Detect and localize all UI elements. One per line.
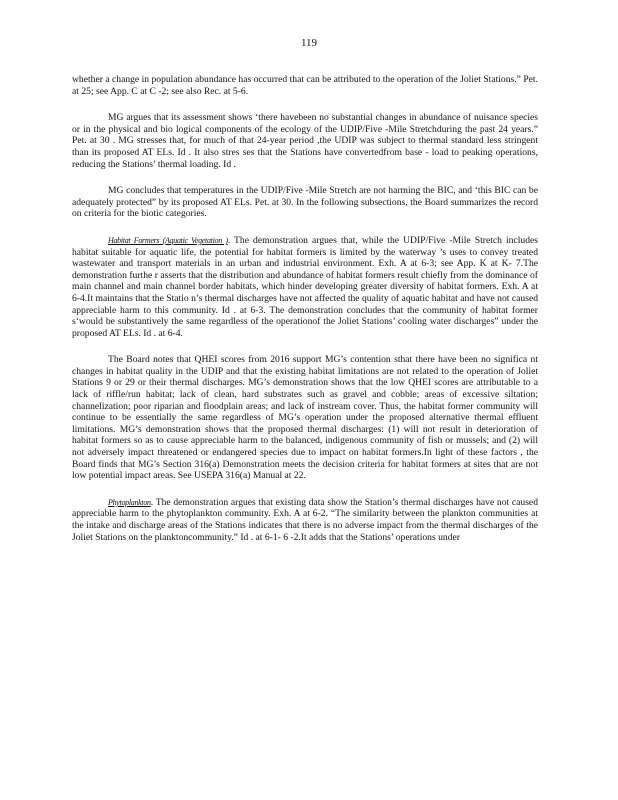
paragraph-mg-argues: MG argues that its assessment shows ‘there havebeen no substantial changes in abundance of nuisance species or in the physical and bio logical components of the ecology of the UDIP/Five -Mile Stretchduring the past 24 years.” Pet. at 30 . MG stresses that, for much of that 24-year period ,the UDIP was subject to thermal standard less stringent than its proposed AT ELs. Id . It also stres ses that the Stations have convertedfrom base - load to peaking operations, reducing the Stations’ thermal loading. Id .	[72, 112, 538, 170]
heading-habitat-formers: Habitat Formers (Aquatic Vegetation )	[108, 235, 228, 245]
page-number: 119	[300, 37, 318, 49]
heading-phytoplankton: Phytoplankton	[108, 497, 151, 507]
section-phytoplankton: Phytoplankton. The demonstration argues that existing data show the Station’s thermal discharges have not caused appreciable harm to the phytoplankton community. Exh. A at 6-2. “The similarity between the plankton communities at the intake and discharge areas of the Stations indicates that there is no adverse impact from the thermal discharges of the Joliet Stations on the planktoncommunity.” Id . at 6-1- 6 -2.It adds that the Stations’ operations under	[72, 496, 538, 543]
section-habitat-formers: Habitat Formers (Aquatic Vegetation ). The demonstration argues that, while the UDIP/Five -Mile Stretch includes habitat suitable for aquatic life, the potential for habitat formers is limited by the waterway ’s uses to convey treated wastewater and transport materials in an urban and industrial environment. Exh. A at 6-3; see App. K at K- 7.The demonstration furthe r asserts that the distribution and abundance of habitat formers result chiefly from the dominance of main channel and main channel border habitats, which hinder developing greater diversity of habitat formers. Exh. A at 6-4.It maintains that the Statio n’s thermal discharges have not affected the quality of aquatic habitat and have not caused appreciable harm to this community. Id . at 6-3. The demonstration concludes that the community of habitat former s‘would be substantively the same regardless of the operationof the Joliet Stations’ cooling water discharges” under the proposed AT ELs. Id . at 6-4.	[72, 234, 538, 339]
paragraph-phytoplankton: The demonstration argues that existing data show the Station’s thermal discharges have not caused appreciable harm to the phytoplankton community. Exh. A at 6-2. “The similarity between the plankton communities at the intake and discharge areas of the Stations indicates that there is no adverse impact from the thermal discharges of the Joliet Stations on the planktoncommunity.” Id . at 6-1- 6 -2.It adds that the Stations’ operations under	[72, 496, 538, 543]
paragraph-habitat-formers: The demonstration argues that, while the UDIP/Five -Mile Stretch includes habitat suitable for aquatic life, the potential for habitat formers is limited by the waterway ’s uses to convey treated wastewater and transport materials in an urban and industrial environment. Exh. A at 6-3; see App. K at K- 7.The demonstration furthe r asserts that the distribution and abundance of habitat formers result chiefly from the dominance of main channel and main channel border habitats, which hinder developing greater diversity of habitat formers. Exh. A at 6-4.It maintains that the Statio n’s thermal discharges have not affected the quality of aquatic habitat and have not caused appreciable harm to this community. Id . at 6-3. The demonstration concludes that the community of habitat former s‘would be substantively the same regardless of the operationof the Joliet Stations’ cooling water discharges” under the proposed AT ELs. Id . at 6-4.	[72, 234, 538, 339]
document-body	[72, 74, 538, 558]
paragraph-continuation: whether a change in population abundance has occurred that can be attributed to the operation of the Joliet Stations.” Pet. at 25; see App. C at C -2; see also Rec. at 5-6.	[72, 74, 538, 97]
paragraph-mg-concludes: MG concludes that temperatures in the UDIP/Five -Mile Stretch are not harming the BIC, and ‘this BIC can be adequately protected” by its proposed AT ELs. Pet. at 30. In the following subsections, the Board summarizes the record on criteria for the biotic categories.	[72, 185, 538, 220]
paragraph-board-notes: The Board notes that QHEI scores from 2016 support MG’s contention sthat there have been no significa nt changes in habitat quality in the UDIP and that the existing habitat limitations are not related to the operation of Joliet Stations 9 or 29 or their thermal discharges. MG’s demonstration shows that the low QHEI scores are attributable to a lack of riffle/run habitat; lack of clean, hard substrates such as gravel and cobble; areas of excessive siltation; channelization; poor riparian and floodplain areas; and lack of instream cover. Thus, the habitat former community will continue to be essentially the same regardless of MG’s operation under the proposed alternative thermal effluent limitations. MG’s demonstration shows that the proposed thermal discharges: (1) will not result in deterioration of habitat formers so as to cause appreciable harm to the balanced, indigenous community of fish or mussels; and (2) will not adversely impact threatened or endangered species due to impact on habitat formers.In light of these factors , the Board finds that MG’s Section 316(a) Demonstration meets the decision criteria for habitat formers at sites that are not low potential impact areas. See USEPA 316(a) Manual at 22.	[72, 354, 538, 482]
